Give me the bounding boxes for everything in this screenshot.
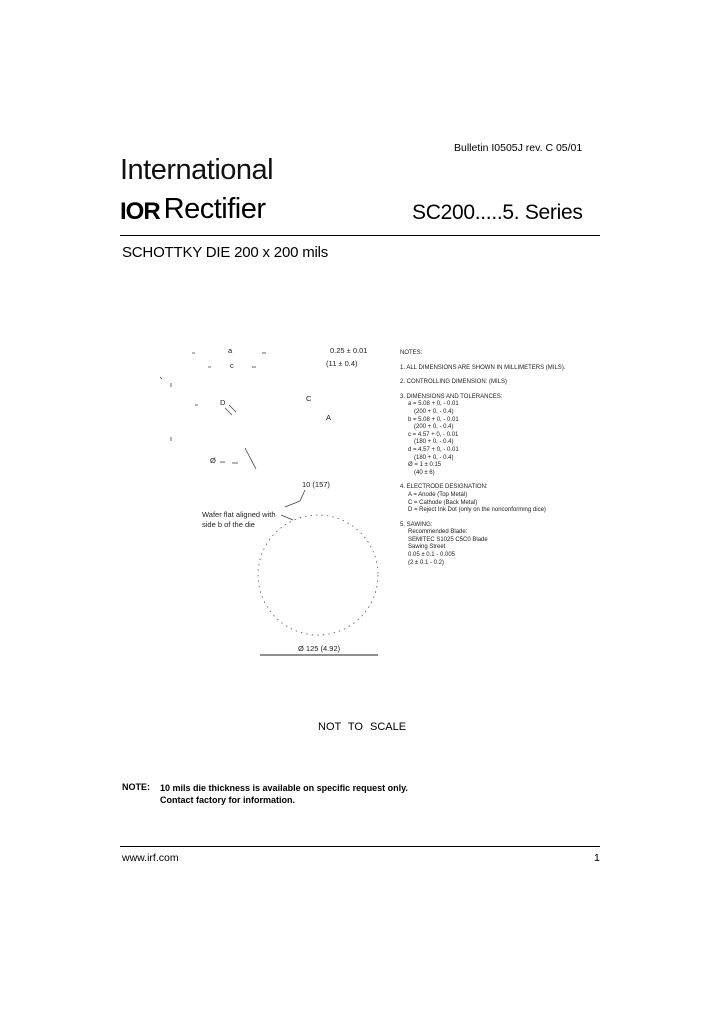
footer-url: www.irf.com — [122, 852, 179, 864]
note-2: 2. CONTROLLING DIMENSION: (MILS) — [400, 379, 508, 386]
note-4: 4. ELECTRODE DESIGNATION: — [400, 484, 488, 491]
logo-rectifier: Rectifier — [163, 193, 266, 225]
electrode-line: D = Reject Ink Dot (only on the nonconforming dice) — [408, 507, 546, 514]
electrode-line: A = Anode (Top Metal) — [408, 491, 468, 498]
bottom-note-line-1: 10 mils die thickness is available on specific request only. — [160, 783, 408, 793]
company-logo — [120, 195, 266, 224]
bottom-note-line-2: Contact factory for information. — [160, 795, 296, 805]
wafer-diameter-label: Ø 125 (4.92) — [298, 644, 341, 653]
bulletin-number: Bulletin I0505J rev. C 05/01 — [454, 142, 583, 154]
ior-logo-mark: IOR — [120, 198, 160, 225]
note-5: 5. SAWING: — [400, 521, 433, 528]
sawing-line: SEMITEC S1025 C5C0 Blade — [408, 536, 488, 543]
not-to-scale-note: NOT TO SCALE — [318, 721, 407, 733]
thickness-dimension: 0.25 ± 0.01 — [330, 346, 368, 355]
dimension-line: (200 + 0, - 0.4) — [414, 424, 454, 431]
footer-rule — [120, 846, 600, 847]
dimension-line: b = 5.08 + 0, - 0.01 — [408, 416, 459, 423]
dimension-line: a = 5.08 + 0, - 0.01 — [408, 401, 459, 408]
drawing-notes — [400, 350, 600, 567]
page-number: 1 — [594, 852, 600, 864]
phi-dimension-label: Ø — [210, 456, 216, 465]
dimension-line: Ø = 1 ± 0.15 — [408, 462, 442, 469]
cathode-label: C — [306, 394, 312, 403]
bottom-note-label: NOTE: — [122, 782, 150, 792]
dimension-line: (200 + 0, - 0.4) — [414, 408, 454, 415]
anode-label: A — [326, 413, 332, 422]
document-subtitle: SCHOTTKY DIE 200 x 200 mils — [122, 244, 329, 261]
sawing-line: Sawing Street — [408, 544, 446, 551]
header-rule — [120, 235, 600, 236]
logo-international: International — [120, 154, 274, 186]
sawing-line: 0.05 ± 0.1 - 0.005 — [408, 552, 455, 559]
wafer-flat-length: 10 (157) — [302, 480, 330, 489]
dimension-line: c = 4.57 + 0, - 0.01 — [408, 431, 459, 438]
note-1: 1. ALL DIMENSIONS ARE SHOWN IN MILLIMETERS (MILS). — [400, 364, 566, 371]
dimension-line: (180 + 0, - 0.4) — [414, 439, 454, 446]
dimension-line: d = 4.57 + 0, - 0.01 — [408, 446, 459, 453]
wafer-flat-note-2: side b of the die — [202, 520, 255, 529]
note-3: 3. DIMENSIONS AND TOLERANCES: — [400, 393, 503, 400]
die-outline-drawing — [150, 335, 400, 665]
bottom-note-text — [160, 782, 408, 806]
sawing-line: Recommended Blade: — [408, 529, 468, 536]
wafer-flat-note-1: Wafer flat aligned with — [202, 510, 276, 519]
notes-heading: NOTES: — [400, 350, 423, 356]
die-label-a-top: a — [228, 346, 233, 355]
reject-dot-label: D — [220, 398, 226, 407]
series-title: SC200.....5. Series — [412, 201, 583, 224]
die-label-c-top: c — [230, 361, 234, 370]
sawing-line: (2 ± 0.1 - 0.2) — [408, 559, 444, 566]
electrode-line: C = Cathode (Back Metal) — [408, 499, 478, 506]
thickness-dimension-mils: (11 ± 0.4) — [326, 359, 358, 368]
dimension-line: (40 ± 6) — [414, 469, 435, 476]
dimension-line: (180 + 0, - 0.4) — [414, 454, 454, 461]
